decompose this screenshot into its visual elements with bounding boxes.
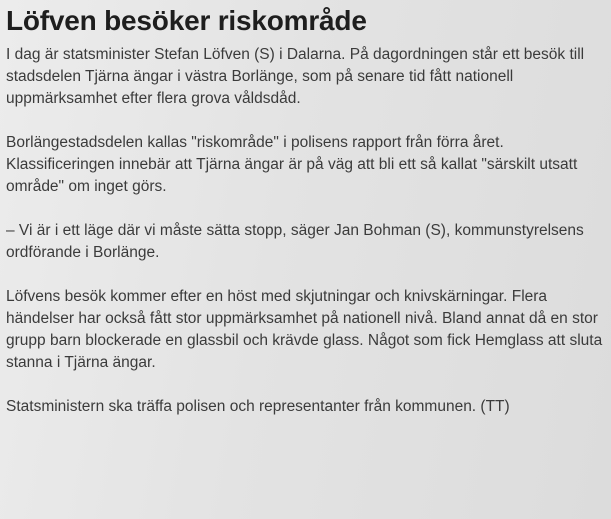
- paragraph-spacer: [6, 264, 606, 286]
- paragraph-spacer: [6, 374, 606, 396]
- article-paragraph: I dag är statsminister Stefan Löfven (S) i Dalarna. På dagordningen står ett besök till stadsdelen Tjärna ängar i västra Borlänge, som på senare tid fått nationell uppmärksamhet efter flera grova våldsdåd.: [6, 46, 585, 107]
- paragraph-spacer: [6, 110, 606, 132]
- article-paragraph: Borlängestadsdelen kallas "riskområde" i polisens rapport från förra året. Klassificeringen innebär att Tjärna ängar är på väg att bli ett så kallat "särskilt utsatt område" om inget görs.: [6, 134, 578, 195]
- paragraph-spacer: [6, 198, 606, 220]
- article-headline: Löfven besöker riskområde: [6, 5, 367, 36]
- article: [6, 4, 606, 418]
- article-quote-paragraph: – Vi är i ett läge där vi måste sätta stopp, säger Jan Bohman (S), kommunstyrelsens ordförande i Borlänge.: [6, 222, 584, 261]
- article-paragraph: Statsministern ska träffa polisen och representanter från kommunen. (TT): [6, 398, 510, 415]
- article-paragraph: Löfvens besök kommer efter en höst med skjutningar och knivskärningar. Flera händelser har också fått stor uppmärksamhet på nationell nivå. Bland annat då en stor grupp barn blockerade en glassbil och krävde glass. Något som fick Hemglass att sluta stanna i Tjärna ängar.: [6, 288, 603, 371]
